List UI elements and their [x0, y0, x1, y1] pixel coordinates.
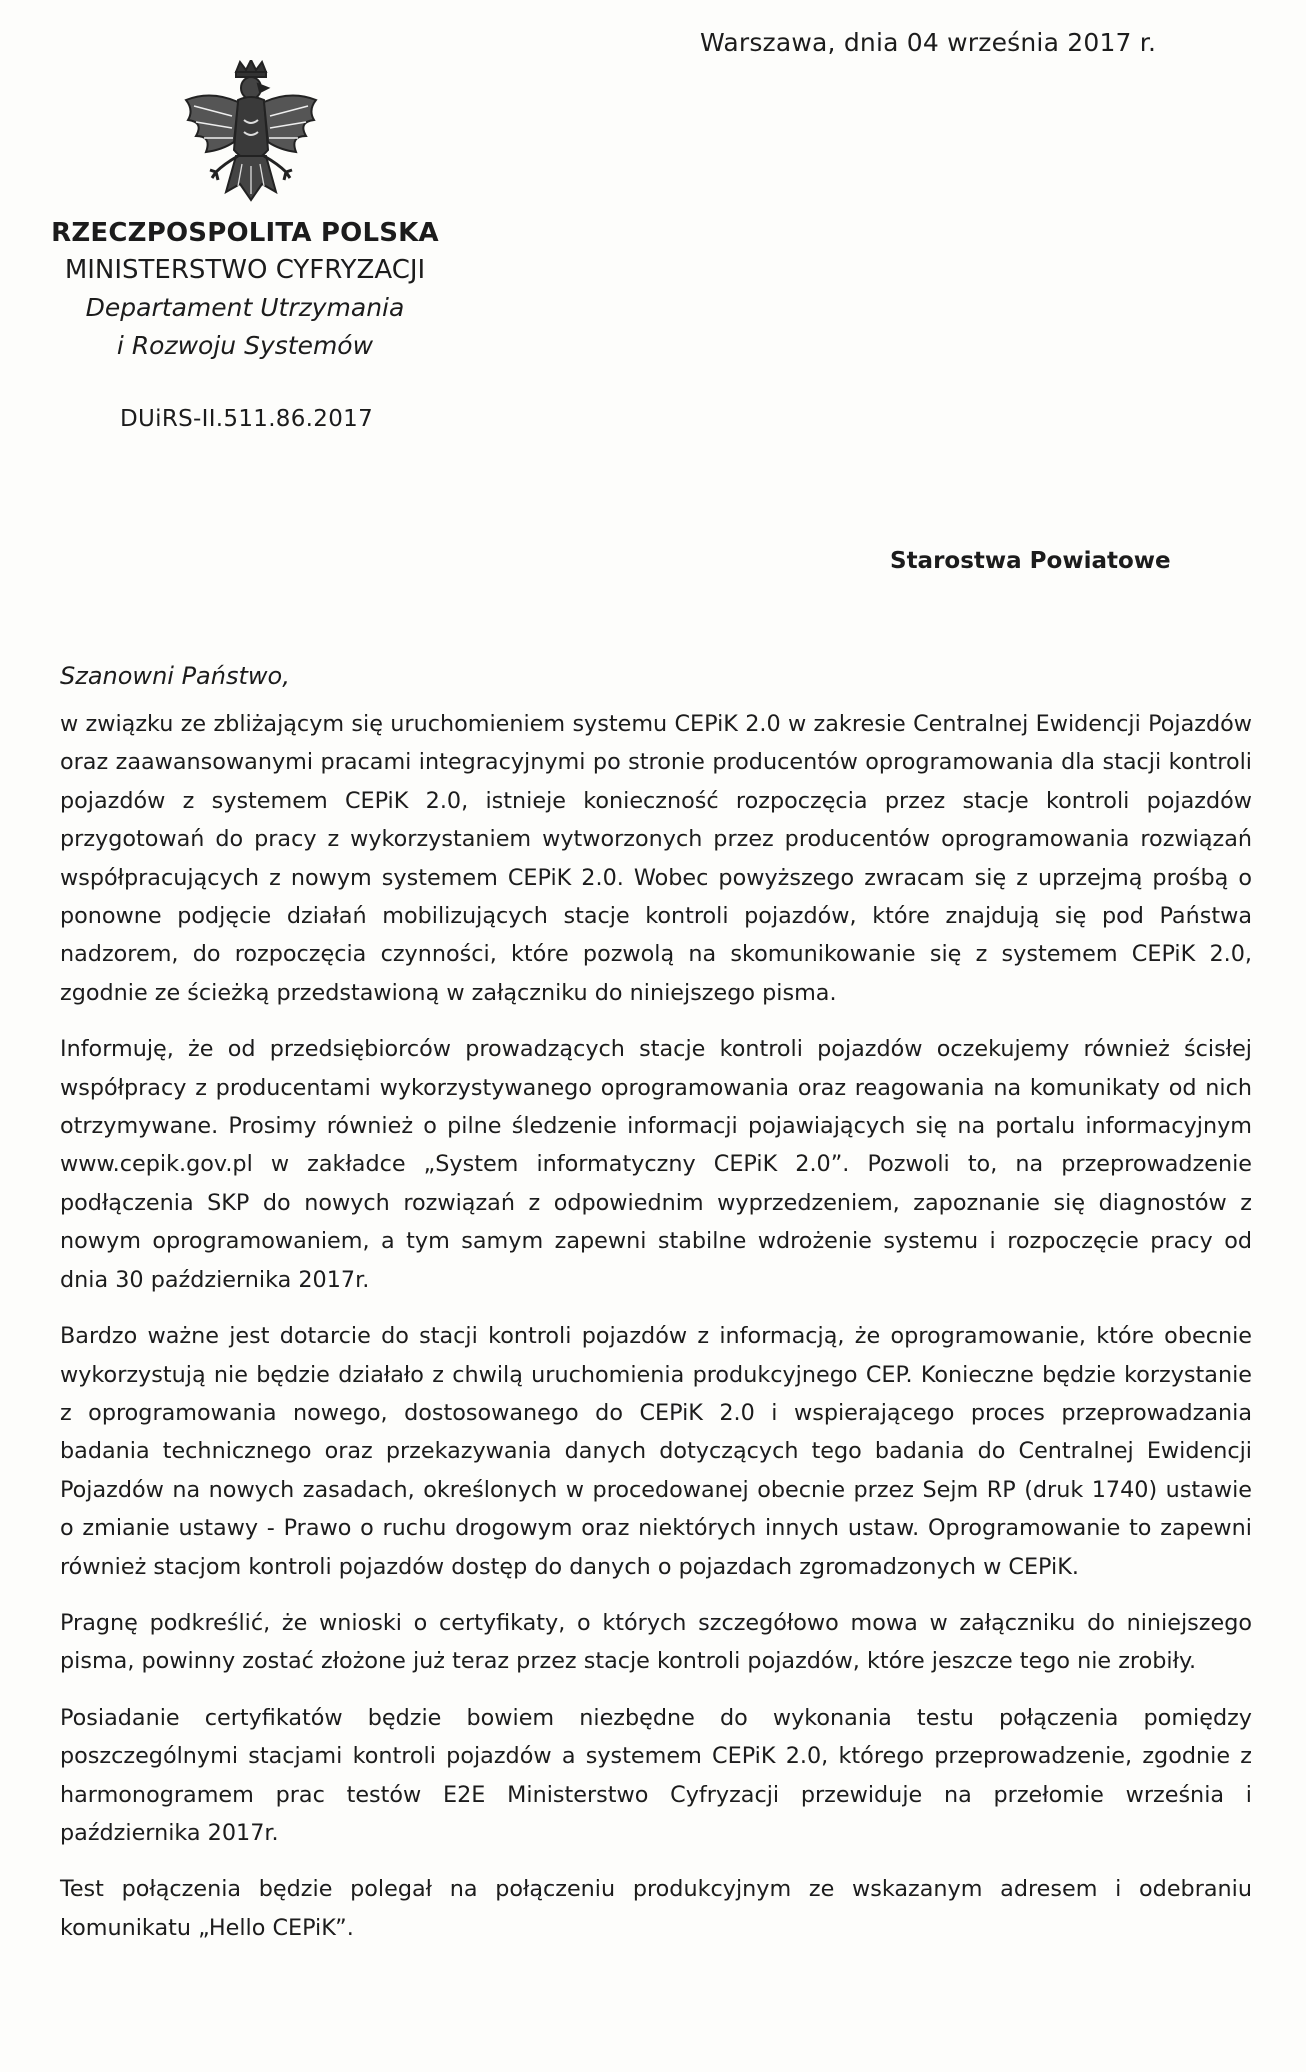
country-name: RZECZPOSPOLITA POLSKA	[51, 218, 439, 248]
paragraph-5: Posiadanie certyfikatów będzie bowiem niezbędne do wykonania testu połączenia pomiędzy poszczególnymi stacjami kontroli pojazdów a systemem CEPiK 2.0, którego przeprowadzenie, zgodnie z harmonogramem prac testów E2E Ministerstwo Cyfryzacji przewiduje na przełomie września i października 2017r.	[60, 1704, 1252, 1846]
department-name-line1: Departament Utrzymania	[85, 293, 405, 322]
ministry-name: MINISTERSTWO CYFRYZACJI	[64, 255, 426, 285]
paragraph-4: Pragnę podkreślić, że wnioski o certyfikaty, o których szczegółowo mowa w załączniku do niniejszego pisma, powinny zostać złożone już teraz przez stacje kontroli pojazdów, które jeszcze tego nie zrobiły.	[60, 1609, 1252, 1675]
paragraph-6: Test połączenia będzie polegał na połączeniu produkcyjnym ze wskazanym adresem i odebraniu komunikatu „Hello CEPiK”.	[60, 1876, 1252, 1941]
salutation: Szanowni Państwo,	[60, 662, 290, 690]
paragraph-1: w związku ze zbliżającym się uruchomieniem systemu CEPiK 2.0 w zakresie Centralnej Ewidencji Pojazdów oraz zaawansowanymi pracami integracyjnymi po stronie producentów oprogramowania dla stacji kontroli pojazdów z systemem CEPiK 2.0, istnieje konieczność rozpoczęcia przez stacje kontroli pojazdów przygotowań do pracy z wykorzystaniem wytworzonych przez producentów oprogramowania rozwiązań współpracujących z nowym systemem CEPiK 2.0. Wobec powyższego zwracam się z uprzejmą prośbą o ponowne podjęcie działań mobilizujących stacje kontroli pojazdów, które znajdują się pod Państwa nadzorem, do rozpoczęcia czynności, które pozwolą na skomunikowanie się z systemem CEPiK 2.0, zgodnie ze ścieżką przedstawioną w załączniku do niniejszego pisma.	[60, 711, 1252, 1006]
sender-organization	[30, 215, 460, 365]
polish-eagle-emblem-icon	[176, 60, 326, 220]
reference-number: DUiRS-II.511.86.2017	[120, 406, 374, 432]
paragraph-2: Informuję, że od przedsiębiorców prowadzących stacje kontroli pojazdów oczekujemy również ścisłej współpracy z producentami wykorzystywanego oprogramowania oraz reagowania na komunikaty od nich otrzymywane. Prosimy również o pilne śledzenie informacji pojawiających się na portalu informacyjnym www.cepik.gov.pl w zakładce „System informatyczny CEPiK 2.0”. Pozwoli to, na przeprowadzenie podłączenia SKP do nowych rozwiązań z odpowiednim wyprzedzeniem, zapoznanie się diagnostów z nowym oprogramowaniem, a tym samym zapewni stabilne wdrożenie systemu i rozpoczęcie pracy od dnia 30 października 2017r.	[60, 1036, 1252, 1293]
letter-date: Warszawa, dnia 04 września 2017 r.	[700, 28, 1157, 57]
addressee: Starostwa Powiatowe	[890, 548, 1171, 574]
letter-body	[60, 705, 1252, 1965]
department-name-line2: i Rozwoju Systemów	[116, 331, 374, 360]
paragraph-3: Bardzo ważne jest dotarcie do stacji kontroli pojazdów z informacją, że oprogramowanie, które obecnie wykorzystują nie będzie działało z chwilą uruchomienia produkcyjnego CEP. Konieczne będzie korzystanie z oprogramowania nowego, dostosowanego do CEPiK 2.0 i wspierającego proces przeprowadzania badania technicznego oraz przekazywania danych dotyczących tego badania do Centralnej Ewidencji Pojazdów na nowych zasadach, określonych w procedowanej obecnie przez Sejm RP (druk 1740) ustawie o zmianie ustawy - Prawo o ruchu drogowym oraz niektórych innych ustaw. Oprogramowanie to zapewni również stacjom kontroli pojazdów dostęp do danych o pojazdach zgromadzonych w CEPiK.	[60, 1323, 1252, 1580]
